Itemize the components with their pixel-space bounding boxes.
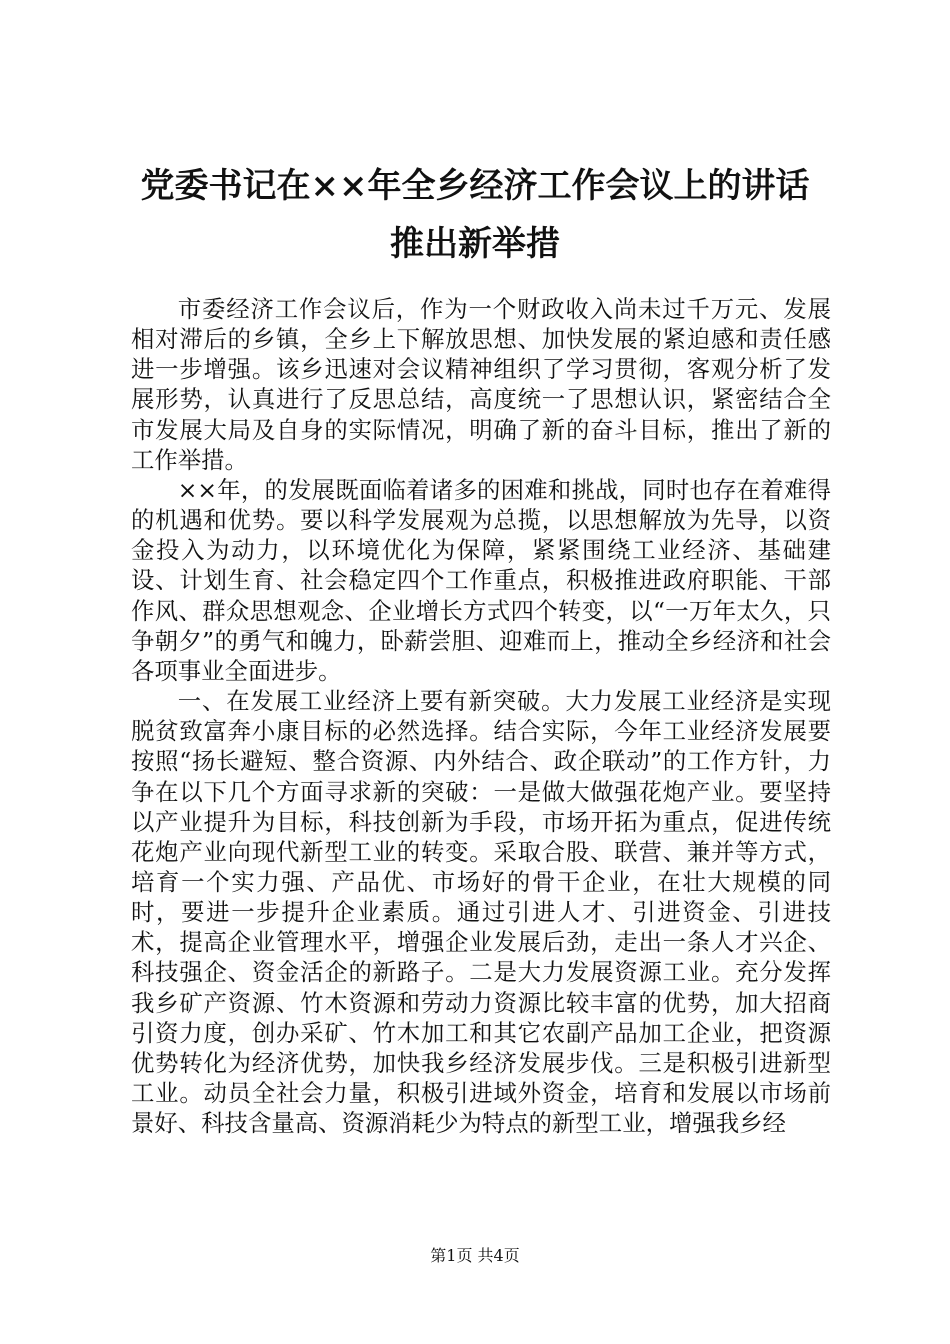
document-title-line-1: 党委书记在××年全乡经济工作会议上的讲话 [140, 166, 810, 206]
document-title-line-2: 推出新举措 [390, 224, 560, 264]
paragraph-2: ××年，的发展既面临着诸多的困难和挑战，同时也存在着难得的机遇和优势。要以科学发展观为总揽，以思想解放为先导，以资金投入为动力，以环境优化为保障，紧紧围绕工业经济、基础建设、计划生育、社会稳定四个工作重点，积极推进政府职能、干部作风、群众思想观念、企业增长方式四个转变，以“一万年太久，只争朝夕”的勇气和魄力，卧薪尝胆、迎难而上，推动全乡经济和社会各项事业全面进步。 [131, 475, 831, 685]
paragraph-1: 市委经济工作会议后，作为一个财政收入尚未过千万元、发展相对滞后的乡镇，全乡上下解放思想、加快发展的紧迫感和责任感进一步增强。该乡迅速对会议精神组织了学习贯彻，客观分析了发展形势，认真进行了反思总结，高度统一了思想认识，紧密结合全市发展大局及自身的实际情况，明确了新的奋斗目标，推出了新的工作举措。 [131, 295, 831, 474]
page-number-footer: 第1页 共4页 [430, 1246, 520, 1265]
paragraph-3: 一、在发展工业经济上要有新突破。大力发展工业经济是实现脱贫致富奔小康目标的必然选择。结合实际，今年工业经济发展要按照“扬长避短、整合资源、内外结合、政企联动”的工作方针，力争在以下几个方面寻求新的突破：一是做大做强花炮产业。要坚持以产业提升为目标，科技创新为手段，市场开拓为重点，促进传统花炮产业向现代新型工业的转变。采取合股、联营、兼并等方式，培育一个实力强、产品优、市场好的骨干企业，在壮大规模的同时，要进一步提升企业素质。通过引进人才、引进资金、引进技术，提高企业管理水平，增强企业发展后劲，走出一条人才兴企、科技强企、资金活企的新路子。二是大力发展资源工业。充分发挥我乡矿产资源、竹木资源和劳动力资源比较丰富的优势，加大招商引资力度，创办采矿、竹木加工和其它农副产品加工企业，把资源优势转化为经济优势，加快我乡经济发展步伐。三是积极引进新型工业。动员全社会力量，积极引进域外资金，培育和发展以市场前景好、科技含量高、资源消耗少为特点的新型工业，增强我乡经 [131, 687, 831, 1138]
document-body [131, 294, 831, 1138]
